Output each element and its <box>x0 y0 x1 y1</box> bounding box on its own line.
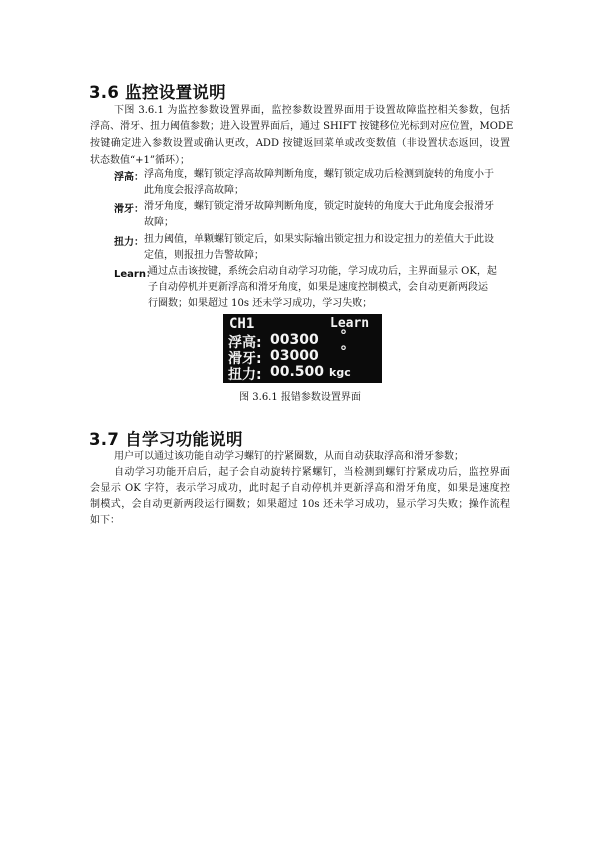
param-term: 滑牙： <box>114 204 144 215</box>
intro-line: 状态数值“+1”循环）； <box>90 155 190 166</box>
param-desc-line: 子自动停机并更新浮高和滑牙角度，如果是速度控制模式，会自动更新两段运 <box>148 282 488 293</box>
intro-line: 浮高、滑牙、扭力阈值参数；进入设置界面后，通过 SHIFT 按键移位光标到对应位置，MODE <box>90 121 514 132</box>
self-learn-line: 自动学习功能开启后，起子会自动旋转拧紧螺钉，当检测到螺钉拧紧成功后，监控界面 <box>114 467 510 478</box>
section-3-7-heading: 3.7 自学习功能说明 <box>89 430 243 449</box>
param-desc-line: 此角度会报浮高故障； <box>144 185 244 196</box>
lcd-learn: Learn <box>330 316 370 331</box>
lcd-row3-value: 00.500 <box>270 364 325 380</box>
param-desc-line: 扭力阈值，单颗螺钉锁定后，如果实际输出锁定扭力和设定扭力的差值大于此设 <box>144 234 494 245</box>
lcd-channel: CH1 <box>229 316 255 332</box>
intro-line: 按键确定进入参数设置或确认更改，ADD 按键返回菜单或改变数值（非设置状态返回，设置 <box>90 138 510 149</box>
param-term: Learn： <box>114 269 156 280</box>
lcd-row2-label: 滑牙: <box>228 351 262 367</box>
lcd-screen-photo <box>223 314 382 383</box>
lcd-row3-label: 扭力: <box>228 367 262 383</box>
param-desc-line: 定值，则报扭力告警故障； <box>144 250 264 261</box>
param-desc-line: 故障； <box>144 217 174 228</box>
intro-line: 下图 3.6.1 为监控参数设置界面，监控参数设置界面用于设置故障监控相关参数，包括 <box>114 105 510 116</box>
param-term: 浮高： <box>114 172 144 183</box>
lcd-row1-value: 00300 <box>270 332 319 348</box>
param-desc-line: 滑牙角度，螺钉锁定滑牙故障判断角度，锁定时旋转的角度大于此角度会报滑牙 <box>144 201 494 212</box>
lcd-row2-value: 03000 <box>270 348 319 364</box>
lcd-row3-unit: kgc <box>329 366 351 379</box>
self-learn-line: 会显示 OK 字符，表示学习成功，此时起子自动停机并更新浮高和滑牙角度，如果是速度控 <box>90 483 510 494</box>
param-desc-line: 浮高角度，螺钉锁定浮高故障判断角度，螺钉锁定成功后检测到旋转的角度小于 <box>144 169 494 180</box>
figure-caption: 图 3.6.1 报错参数设置界面 <box>239 392 361 403</box>
param-desc-line: 行圈数；如果超过 10s 还未学习成功，学习失败； <box>148 298 373 309</box>
self-learn-paragraph-1: 用户可以通过该功能自动学习螺钉的拧紧圈数，从而自动获取浮高和滑牙参数； <box>114 451 464 462</box>
section-3-6-heading: 3.6 监控设置说明 <box>89 83 226 102</box>
param-term: 扭力： <box>114 237 144 248</box>
lcd-row2-unit: ° <box>340 344 347 360</box>
lcd-row1-label: 浮高: <box>228 335 262 351</box>
lcd-row1-unit: ° <box>340 328 347 344</box>
self-learn-line: 制模式，会自动更新两段运行圈数；如果超过 10s 还未学习成功，显示学习失败；操作流程 <box>90 499 510 510</box>
self-learn-line: 如下： <box>90 515 120 526</box>
param-desc-line: 通过点击该按键，系统会启动自动学习功能，学习成功后，主界面显示 OK，起 <box>148 266 497 277</box>
